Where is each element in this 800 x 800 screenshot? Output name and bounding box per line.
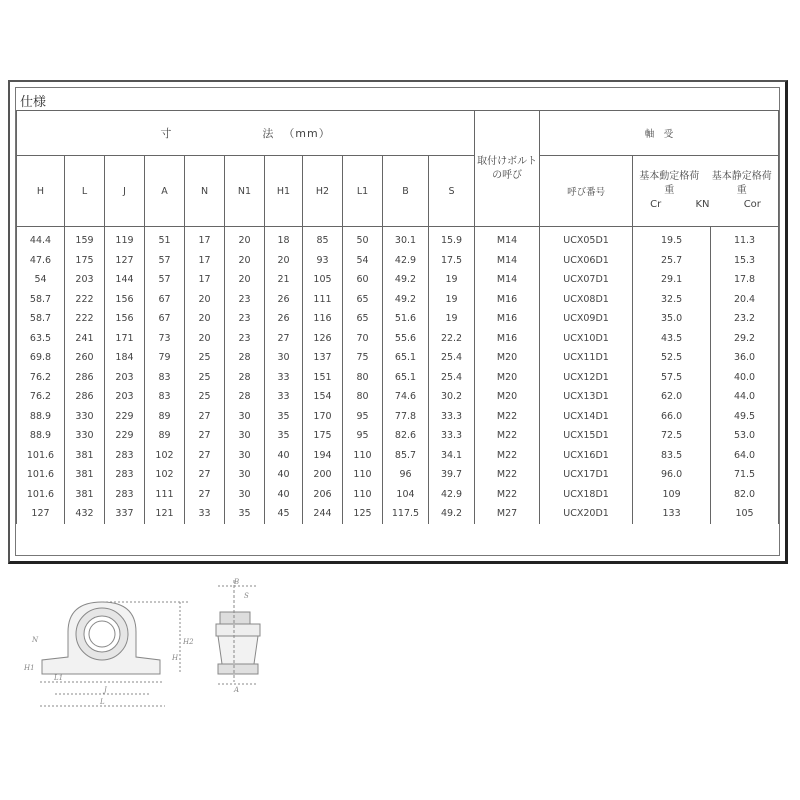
col-H: H <box>17 156 65 227</box>
cell-part: UCX09D1 <box>540 309 633 329</box>
cell-a: 121 <box>145 504 185 524</box>
cell-j: 156 <box>105 309 145 329</box>
cell-s: 17.5 <box>429 251 475 271</box>
cell-l1: 75 <box>343 348 383 368</box>
cell-n: 33 <box>185 504 225 524</box>
cell-h1: 35 <box>265 407 303 427</box>
cell-n: 27 <box>185 465 225 485</box>
cell-part: UCX20D1 <box>540 504 633 524</box>
cell-b: 51.6 <box>383 309 429 329</box>
cell-part: UCX15D1 <box>540 426 633 446</box>
dim-unit: （mm） <box>283 127 331 140</box>
cell-n1: 28 <box>225 387 265 407</box>
cell-part: UCX05D1 <box>540 227 633 251</box>
cell-b: 65.1 <box>383 368 429 388</box>
dim-char2: 法 <box>262 127 275 140</box>
cell-n: 17 <box>185 227 225 251</box>
table-row <box>17 270 779 290</box>
table-row <box>17 446 779 466</box>
cell-cor: 36.0 <box>711 348 779 368</box>
cell-s: 49.2 <box>429 504 475 524</box>
cell-l1: 110 <box>343 465 383 485</box>
cell-a: 67 <box>145 290 185 310</box>
table-row <box>17 290 779 310</box>
cell-l1: 110 <box>343 446 383 466</box>
cell-cr: 57.5 <box>633 368 711 388</box>
col-H2: H2 <box>303 156 343 227</box>
cell-n: 20 <box>185 290 225 310</box>
cell-j: 203 <box>105 368 145 388</box>
cell-a: 83 <box>145 368 185 388</box>
spec-table-body <box>17 227 779 524</box>
cell-b: 74.6 <box>383 387 429 407</box>
cell-cor: 20.4 <box>711 290 779 310</box>
cell-b: 49.2 <box>383 290 429 310</box>
cell-a: 83 <box>145 387 185 407</box>
cell-cr: 62.0 <box>633 387 711 407</box>
cell-bolt: M22 <box>475 485 540 505</box>
cell-l: 175 <box>65 251 105 271</box>
cell-s: 33.3 <box>429 407 475 427</box>
cell-b: 55.6 <box>383 329 429 349</box>
col-S: S <box>429 156 475 227</box>
cell-bolt: M14 <box>475 270 540 290</box>
cell-a: 89 <box>145 407 185 427</box>
part-no-header: 呼び番号 <box>540 156 633 227</box>
cell-bolt: M22 <box>475 465 540 485</box>
cell-cor: 44.0 <box>711 387 779 407</box>
cell-h: 47.6 <box>17 251 65 271</box>
drawing-label-L1: L1 <box>54 674 64 682</box>
cell-bolt: M20 <box>475 368 540 388</box>
cell-n1: 23 <box>225 329 265 349</box>
cell-cr: 19.5 <box>633 227 711 251</box>
cell-l: 241 <box>65 329 105 349</box>
cell-h2: 105 <box>303 270 343 290</box>
cell-h2: 151 <box>303 368 343 388</box>
cell-h: 101.6 <box>17 446 65 466</box>
cell-cr: 83.5 <box>633 446 711 466</box>
cell-b: 85.7 <box>383 446 429 466</box>
cell-h1: 40 <box>265 446 303 466</box>
cell-h1: 40 <box>265 485 303 505</box>
cell-s: 30.2 <box>429 387 475 407</box>
cell-l: 432 <box>65 504 105 524</box>
cell-cor: 17.8 <box>711 270 779 290</box>
cell-n1: 30 <box>225 426 265 446</box>
cell-bolt: M22 <box>475 426 540 446</box>
table-row <box>17 309 779 329</box>
table-row <box>17 426 779 446</box>
cell-bolt: M14 <box>475 251 540 271</box>
cell-j: 229 <box>105 407 145 427</box>
cell-h2: 154 <box>303 387 343 407</box>
cell-n1: 28 <box>225 368 265 388</box>
dynamic-load-header: 基本動定格荷重 <box>639 171 700 196</box>
cell-h: 76.2 <box>17 387 65 407</box>
cell-l: 286 <box>65 368 105 388</box>
col-N1: N1 <box>225 156 265 227</box>
cell-h2: 170 <box>303 407 343 427</box>
cell-b: 49.2 <box>383 270 429 290</box>
cell-h: 44.4 <box>17 227 65 251</box>
drawing-label-H: H <box>172 654 179 662</box>
cell-h2: 126 <box>303 329 343 349</box>
cell-h: 76.2 <box>17 368 65 388</box>
cell-l: 381 <box>65 485 105 505</box>
cell-bolt: M22 <box>475 446 540 466</box>
cell-a: 57 <box>145 270 185 290</box>
cell-s: 34.1 <box>429 446 475 466</box>
cell-cor: 105 <box>711 504 779 524</box>
cell-cr: 29.1 <box>633 270 711 290</box>
cell-h1: 20 <box>265 251 303 271</box>
cell-l1: 95 <box>343 407 383 427</box>
drawing-label-S: S <box>244 592 249 600</box>
col-N: N <box>185 156 225 227</box>
cell-j: 283 <box>105 465 145 485</box>
cell-h1: 33 <box>265 368 303 388</box>
bearing-group-header: 軸 受 <box>540 111 779 156</box>
dimensions-group-header <box>17 111 475 156</box>
cell-a: 67 <box>145 309 185 329</box>
cell-h2: 175 <box>303 426 343 446</box>
cell-bolt: M20 <box>475 348 540 368</box>
cell-n: 25 <box>185 348 225 368</box>
cell-n: 17 <box>185 251 225 271</box>
table-row <box>17 387 779 407</box>
cor-label: Cor <box>743 199 761 210</box>
load-rating-header <box>633 156 779 227</box>
cell-n: 20 <box>185 329 225 349</box>
cell-a: 73 <box>145 329 185 349</box>
cell-bolt: M16 <box>475 329 540 349</box>
cell-cr: 133 <box>633 504 711 524</box>
table-row <box>17 227 779 251</box>
cell-cr: 72.5 <box>633 426 711 446</box>
cell-l: 260 <box>65 348 105 368</box>
cell-n: 25 <box>185 387 225 407</box>
cell-bolt: M16 <box>475 290 540 310</box>
cell-h: 58.7 <box>17 290 65 310</box>
cell-part: UCX10D1 <box>540 329 633 349</box>
cell-n: 27 <box>185 446 225 466</box>
cell-cor: 71.5 <box>711 465 779 485</box>
cell-l1: 125 <box>343 504 383 524</box>
cell-cr: 35.0 <box>633 309 711 329</box>
cell-j: 283 <box>105 446 145 466</box>
cell-l: 222 <box>65 290 105 310</box>
cell-l: 330 <box>65 407 105 427</box>
cell-b: 77.8 <box>383 407 429 427</box>
col-B: B <box>383 156 429 227</box>
cell-h2: 111 <box>303 290 343 310</box>
cell-l: 381 <box>65 465 105 485</box>
cell-s: 19 <box>429 290 475 310</box>
cell-l1: 80 <box>343 368 383 388</box>
cell-l: 222 <box>65 309 105 329</box>
cell-h2: 116 <box>303 309 343 329</box>
cell-j: 127 <box>105 251 145 271</box>
cell-cor: 40.0 <box>711 368 779 388</box>
cell-cr: 52.5 <box>633 348 711 368</box>
cell-j: 184 <box>105 348 145 368</box>
spec-title: 仕様 <box>20 95 47 110</box>
cell-n1: 20 <box>225 251 265 271</box>
pillow-block-drawing <box>20 572 300 722</box>
cell-h1: 33 <box>265 387 303 407</box>
cell-s: 22.2 <box>429 329 475 349</box>
cell-h2: 244 <box>303 504 343 524</box>
cell-n: 25 <box>185 368 225 388</box>
cell-l: 286 <box>65 387 105 407</box>
cell-h: 88.9 <box>17 426 65 446</box>
cell-h2: 200 <box>303 465 343 485</box>
table-row <box>17 368 779 388</box>
cell-l1: 50 <box>343 227 383 251</box>
cell-part: UCX08D1 <box>540 290 633 310</box>
cell-j: 203 <box>105 387 145 407</box>
cell-part: UCX12D1 <box>540 368 633 388</box>
spec-title-row <box>16 88 779 111</box>
cell-h1: 26 <box>265 290 303 310</box>
bolt-header: 取付けボルトの呼び <box>475 111 540 227</box>
cell-j: 144 <box>105 270 145 290</box>
table-row <box>17 485 779 505</box>
cell-h: 69.8 <box>17 348 65 368</box>
cell-l1: 95 <box>343 426 383 446</box>
cell-h: 54 <box>17 270 65 290</box>
cell-s: 25.4 <box>429 368 475 388</box>
cell-l1: 60 <box>343 270 383 290</box>
cell-a: 102 <box>145 446 185 466</box>
table-row <box>17 251 779 271</box>
cell-l1: 65 <box>343 290 383 310</box>
cell-n: 17 <box>185 270 225 290</box>
col-L: L <box>65 156 105 227</box>
cell-n1: 20 <box>225 270 265 290</box>
drawing-label-H1: H1 <box>24 664 35 672</box>
cell-j: 156 <box>105 290 145 310</box>
cell-part: UCX14D1 <box>540 407 633 427</box>
col-H1: H1 <box>265 156 303 227</box>
cell-s: 39.7 <box>429 465 475 485</box>
cell-part: UCX07D1 <box>540 270 633 290</box>
cell-h: 127 <box>17 504 65 524</box>
cell-cr: 32.5 <box>633 290 711 310</box>
cell-l: 203 <box>65 270 105 290</box>
cell-l: 330 <box>65 426 105 446</box>
table-row <box>17 348 779 368</box>
static-load-header: 基本静定格荷重 <box>711 171 772 196</box>
cell-s: 19 <box>429 270 475 290</box>
cell-part: UCX13D1 <box>540 387 633 407</box>
drawing-label-A: A <box>234 686 240 694</box>
drawing-label-L: L <box>100 698 105 706</box>
cell-n: 27 <box>185 426 225 446</box>
cell-h2: 137 <box>303 348 343 368</box>
cell-h2: 85 <box>303 227 343 251</box>
cell-n1: 28 <box>225 348 265 368</box>
cell-h2: 206 <box>303 485 343 505</box>
cell-s: 42.9 <box>429 485 475 505</box>
cell-b: 65.1 <box>383 348 429 368</box>
cell-n: 27 <box>185 407 225 427</box>
cell-l1: 80 <box>343 387 383 407</box>
spec-table-frame <box>8 80 788 564</box>
cell-h1: 21 <box>265 270 303 290</box>
cell-part: UCX18D1 <box>540 485 633 505</box>
cell-a: 111 <box>145 485 185 505</box>
spec-table-inner <box>15 87 780 556</box>
cell-cor: 82.0 <box>711 485 779 505</box>
cell-bolt: M22 <box>475 407 540 427</box>
cell-j: 171 <box>105 329 145 349</box>
kn-label: KN <box>695 199 710 210</box>
col-A: A <box>145 156 185 227</box>
cell-h1: 26 <box>265 309 303 329</box>
cell-b: 30.1 <box>383 227 429 251</box>
cell-s: 25.4 <box>429 348 475 368</box>
table-row <box>17 465 779 485</box>
cell-cr: 25.7 <box>633 251 711 271</box>
cell-cor: 49.5 <box>711 407 779 427</box>
cell-n1: 23 <box>225 309 265 329</box>
cell-s: 15.9 <box>429 227 475 251</box>
cell-l1: 110 <box>343 485 383 505</box>
col-J: J <box>105 156 145 227</box>
cell-h1: 18 <box>265 227 303 251</box>
cell-s: 33.3 <box>429 426 475 446</box>
cell-bolt: M16 <box>475 309 540 329</box>
col-L1: L1 <box>343 156 383 227</box>
cell-n1: 35 <box>225 504 265 524</box>
cell-part: UCX17D1 <box>540 465 633 485</box>
cell-b: 117.5 <box>383 504 429 524</box>
cell-a: 79 <box>145 348 185 368</box>
cell-cor: 53.0 <box>711 426 779 446</box>
cell-j: 283 <box>105 485 145 505</box>
cell-cr: 43.5 <box>633 329 711 349</box>
cell-cor: 23.2 <box>711 309 779 329</box>
cell-h2: 194 <box>303 446 343 466</box>
cell-n1: 20 <box>225 227 265 251</box>
cell-n1: 30 <box>225 407 265 427</box>
cell-n1: 23 <box>225 290 265 310</box>
cell-l1: 70 <box>343 329 383 349</box>
drawing-label-J: J <box>104 686 107 694</box>
cell-cor: 29.2 <box>711 329 779 349</box>
drawing-label-B: B <box>234 578 240 586</box>
cell-h1: 40 <box>265 465 303 485</box>
cell-l1: 54 <box>343 251 383 271</box>
drawing-label-H2: H2 <box>183 638 194 646</box>
cell-j: 229 <box>105 426 145 446</box>
cell-cr: 109 <box>633 485 711 505</box>
cell-b: 104 <box>383 485 429 505</box>
cell-cr: 96.0 <box>633 465 711 485</box>
cr-label: Cr <box>650 199 662 210</box>
cell-l1: 65 <box>343 309 383 329</box>
cell-bolt: M27 <box>475 504 540 524</box>
cell-b: 96 <box>383 465 429 485</box>
cell-s: 19 <box>429 309 475 329</box>
cell-h1: 27 <box>265 329 303 349</box>
cell-part: UCX16D1 <box>540 446 633 466</box>
cell-cr: 66.0 <box>633 407 711 427</box>
table-row <box>17 504 779 524</box>
cell-b: 82.6 <box>383 426 429 446</box>
cell-bolt: M20 <box>475 387 540 407</box>
cell-part: UCX06D1 <box>540 251 633 271</box>
cell-a: 51 <box>145 227 185 251</box>
cell-n: 27 <box>185 485 225 505</box>
cell-h1: 30 <box>265 348 303 368</box>
cell-a: 102 <box>145 465 185 485</box>
drawing-label-N: N <box>32 636 39 644</box>
cell-cor: 15.3 <box>711 251 779 271</box>
cell-bolt: M14 <box>475 227 540 251</box>
cell-j: 337 <box>105 504 145 524</box>
cell-b: 42.9 <box>383 251 429 271</box>
cell-l: 159 <box>65 227 105 251</box>
cell-h: 63.5 <box>17 329 65 349</box>
cell-h2: 93 <box>303 251 343 271</box>
cell-n: 20 <box>185 309 225 329</box>
dim-char1: 寸 <box>160 127 173 140</box>
cell-h1: 45 <box>265 504 303 524</box>
cell-h: 101.6 <box>17 465 65 485</box>
cell-j: 119 <box>105 227 145 251</box>
cell-a: 57 <box>145 251 185 271</box>
spec-table <box>16 110 779 524</box>
cell-h: 58.7 <box>17 309 65 329</box>
table-row <box>17 407 779 427</box>
cell-n1: 30 <box>225 485 265 505</box>
cell-h: 101.6 <box>17 485 65 505</box>
cell-cor: 11.3 <box>711 227 779 251</box>
cell-n1: 30 <box>225 465 265 485</box>
cell-l: 381 <box>65 446 105 466</box>
table-row <box>17 329 779 349</box>
cell-part: UCX11D1 <box>540 348 633 368</box>
cell-h: 88.9 <box>17 407 65 427</box>
cell-h1: 35 <box>265 426 303 446</box>
cell-a: 89 <box>145 426 185 446</box>
cell-cor: 64.0 <box>711 446 779 466</box>
cell-n1: 30 <box>225 446 265 466</box>
